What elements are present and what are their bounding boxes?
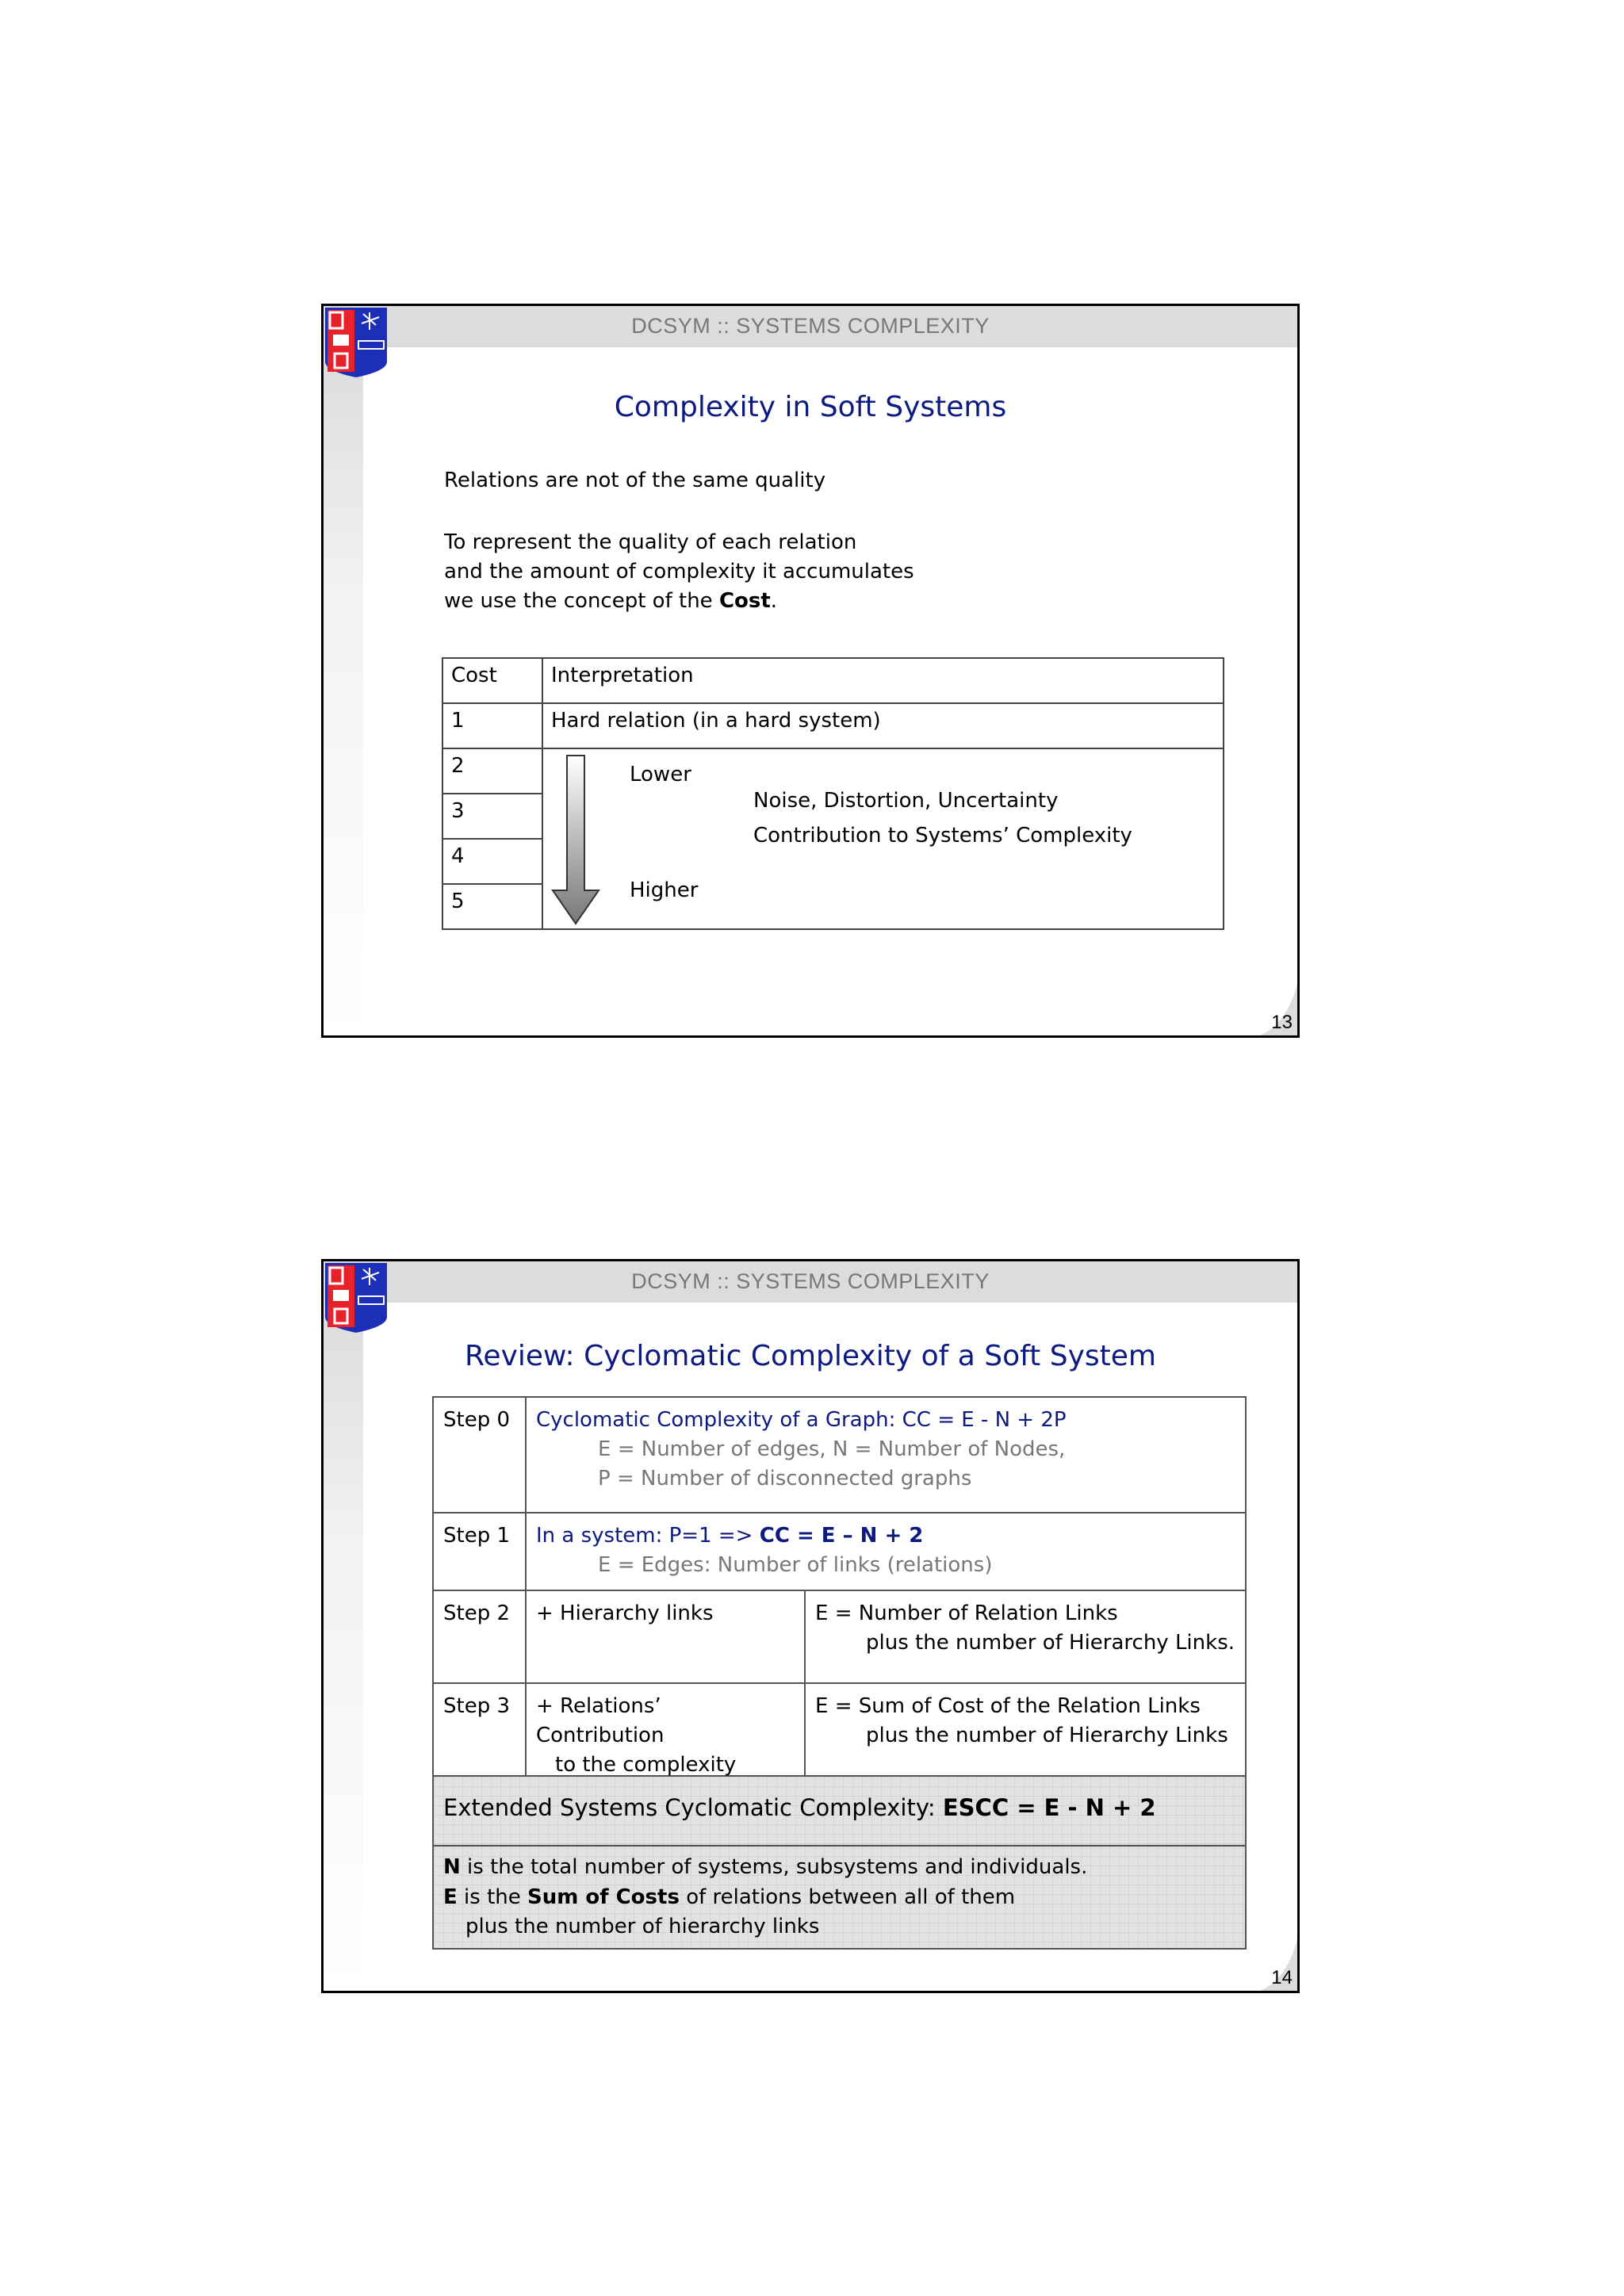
step-0-def-e-n: E = Number of edges, N = Number of Nodes,	[598, 1437, 1066, 1461]
step-3-mid	[527, 1684, 806, 1775]
step-0-row	[434, 1398, 1245, 1513]
page-number: 13	[1271, 1012, 1293, 1033]
slide-header: DCSYM :: SYSTEMS COMPLEXITY	[631, 1269, 990, 1293]
step-2-row	[434, 1591, 1245, 1684]
university-logo-icon	[324, 1261, 389, 1334]
step-0-content	[527, 1398, 1245, 1512]
step-1-label: Step 1	[434, 1513, 527, 1590]
slide-title: Review: Cyclomatic Complexity of a Soft System	[465, 1340, 1156, 1372]
header-interpretation: Interpretation	[543, 659, 1223, 704]
cost-table	[442, 657, 1224, 930]
step-3-row	[434, 1684, 1245, 1777]
step-1-row	[434, 1513, 1245, 1591]
cost-row-3: 3	[443, 794, 543, 840]
slide-title: Complexity in Soft Systems	[614, 391, 1007, 423]
slide-14	[321, 1259, 1300, 1993]
escc-formula: ESCC = E - N + 2	[942, 1794, 1156, 1821]
text-post: .	[770, 589, 778, 613]
step-1-text: In a system: P=1 =>	[536, 1524, 760, 1548]
left-fade	[324, 1303, 363, 1991]
step-1-formula	[536, 1521, 1235, 1551]
step-0-def-p: P = Number of disconnected graphs	[598, 1467, 972, 1490]
step-2-mid: + Hierarchy links	[527, 1591, 806, 1682]
cost-row-4: 4	[443, 840, 543, 885]
note-n-text: is the total number of systems, subsystems and individuals.	[460, 1855, 1088, 1879]
step-2-right-line-2: plus the number of Hierarchy Links.	[866, 1631, 1235, 1655]
description-line-1: Noise, Distortion, Uncertainty	[753, 789, 1059, 813]
paragraph-line-3	[444, 587, 777, 616]
page-number: 14	[1271, 1967, 1293, 1988]
step-1-cc: CC = E – N + 2	[759, 1524, 924, 1548]
step-2-right	[806, 1591, 1245, 1682]
slide-13	[321, 304, 1300, 1038]
note-e-symbol: E	[443, 1885, 458, 1909]
cost-term: Cost	[718, 589, 771, 613]
note-e	[443, 1883, 1235, 1912]
paragraph-line-1: To represent the quality of each relation	[444, 530, 857, 554]
step-2-label: Step 2	[434, 1591, 527, 1682]
note-e-sum-of-costs: Sum of Costs	[527, 1885, 680, 1909]
step-0-formula: Cyclomatic Complexity of a Graph: CC = E - N + 2P	[536, 1408, 1067, 1432]
header-cost: Cost	[443, 659, 543, 704]
step-2-right-line-1: E = Number of Relation Links	[815, 1601, 1118, 1625]
higher-label: Higher	[630, 878, 699, 902]
step-3-label: Step 3	[434, 1684, 527, 1775]
step-0-label: Step 0	[434, 1398, 527, 1512]
paragraph-line-2: and the amount of complexity it accumulates	[444, 560, 914, 584]
step-1-content	[527, 1513, 1245, 1590]
left-fade	[324, 347, 363, 1035]
step-1-def-e: E = Edges: Number of links (relations)	[598, 1553, 993, 1577]
step-3-right-line-1: E = Sum of Cost of the Relation Links	[815, 1694, 1201, 1718]
text-pre: we use the concept of the	[444, 589, 719, 613]
cost-row-5: 5	[443, 885, 543, 928]
cost-row-2: 2	[443, 749, 543, 794]
step-3-right-line-2: plus the number of Hierarchy Links	[866, 1724, 1228, 1747]
lower-label: Lower	[630, 763, 691, 786]
step-3-right	[806, 1684, 1245, 1775]
university-logo-icon	[324, 306, 389, 379]
note-e-line-2: plus the number of hierarchy links	[465, 1915, 820, 1938]
step-3-mid-line-2: to the complexity	[555, 1753, 737, 1777]
cost-row-1: 1	[443, 704, 543, 749]
notes-row	[434, 1846, 1245, 1948]
note-e-mid: is the	[457, 1885, 527, 1909]
escc-row	[434, 1777, 1245, 1846]
step-3-mid-line-1: + Relations’ Contribution	[536, 1694, 665, 1747]
note-n	[443, 1851, 1235, 1883]
review-table	[432, 1396, 1247, 1950]
note-n-symbol: N	[443, 1855, 461, 1879]
note-e-end: of relations between all of them	[679, 1885, 1016, 1909]
row-1-interpretation: Hard relation (in a hard system)	[543, 704, 1223, 749]
escc-label: Extended Systems Cyclomatic Complexity:	[443, 1794, 943, 1821]
description-line-2: Contribution to Systems’ Complexity	[753, 824, 1132, 848]
down-arrow-icon	[550, 754, 602, 927]
paragraph-quality: Relations are not of the same quality	[444, 469, 826, 492]
slide-header: DCSYM :: SYSTEMS COMPLEXITY	[631, 314, 990, 338]
